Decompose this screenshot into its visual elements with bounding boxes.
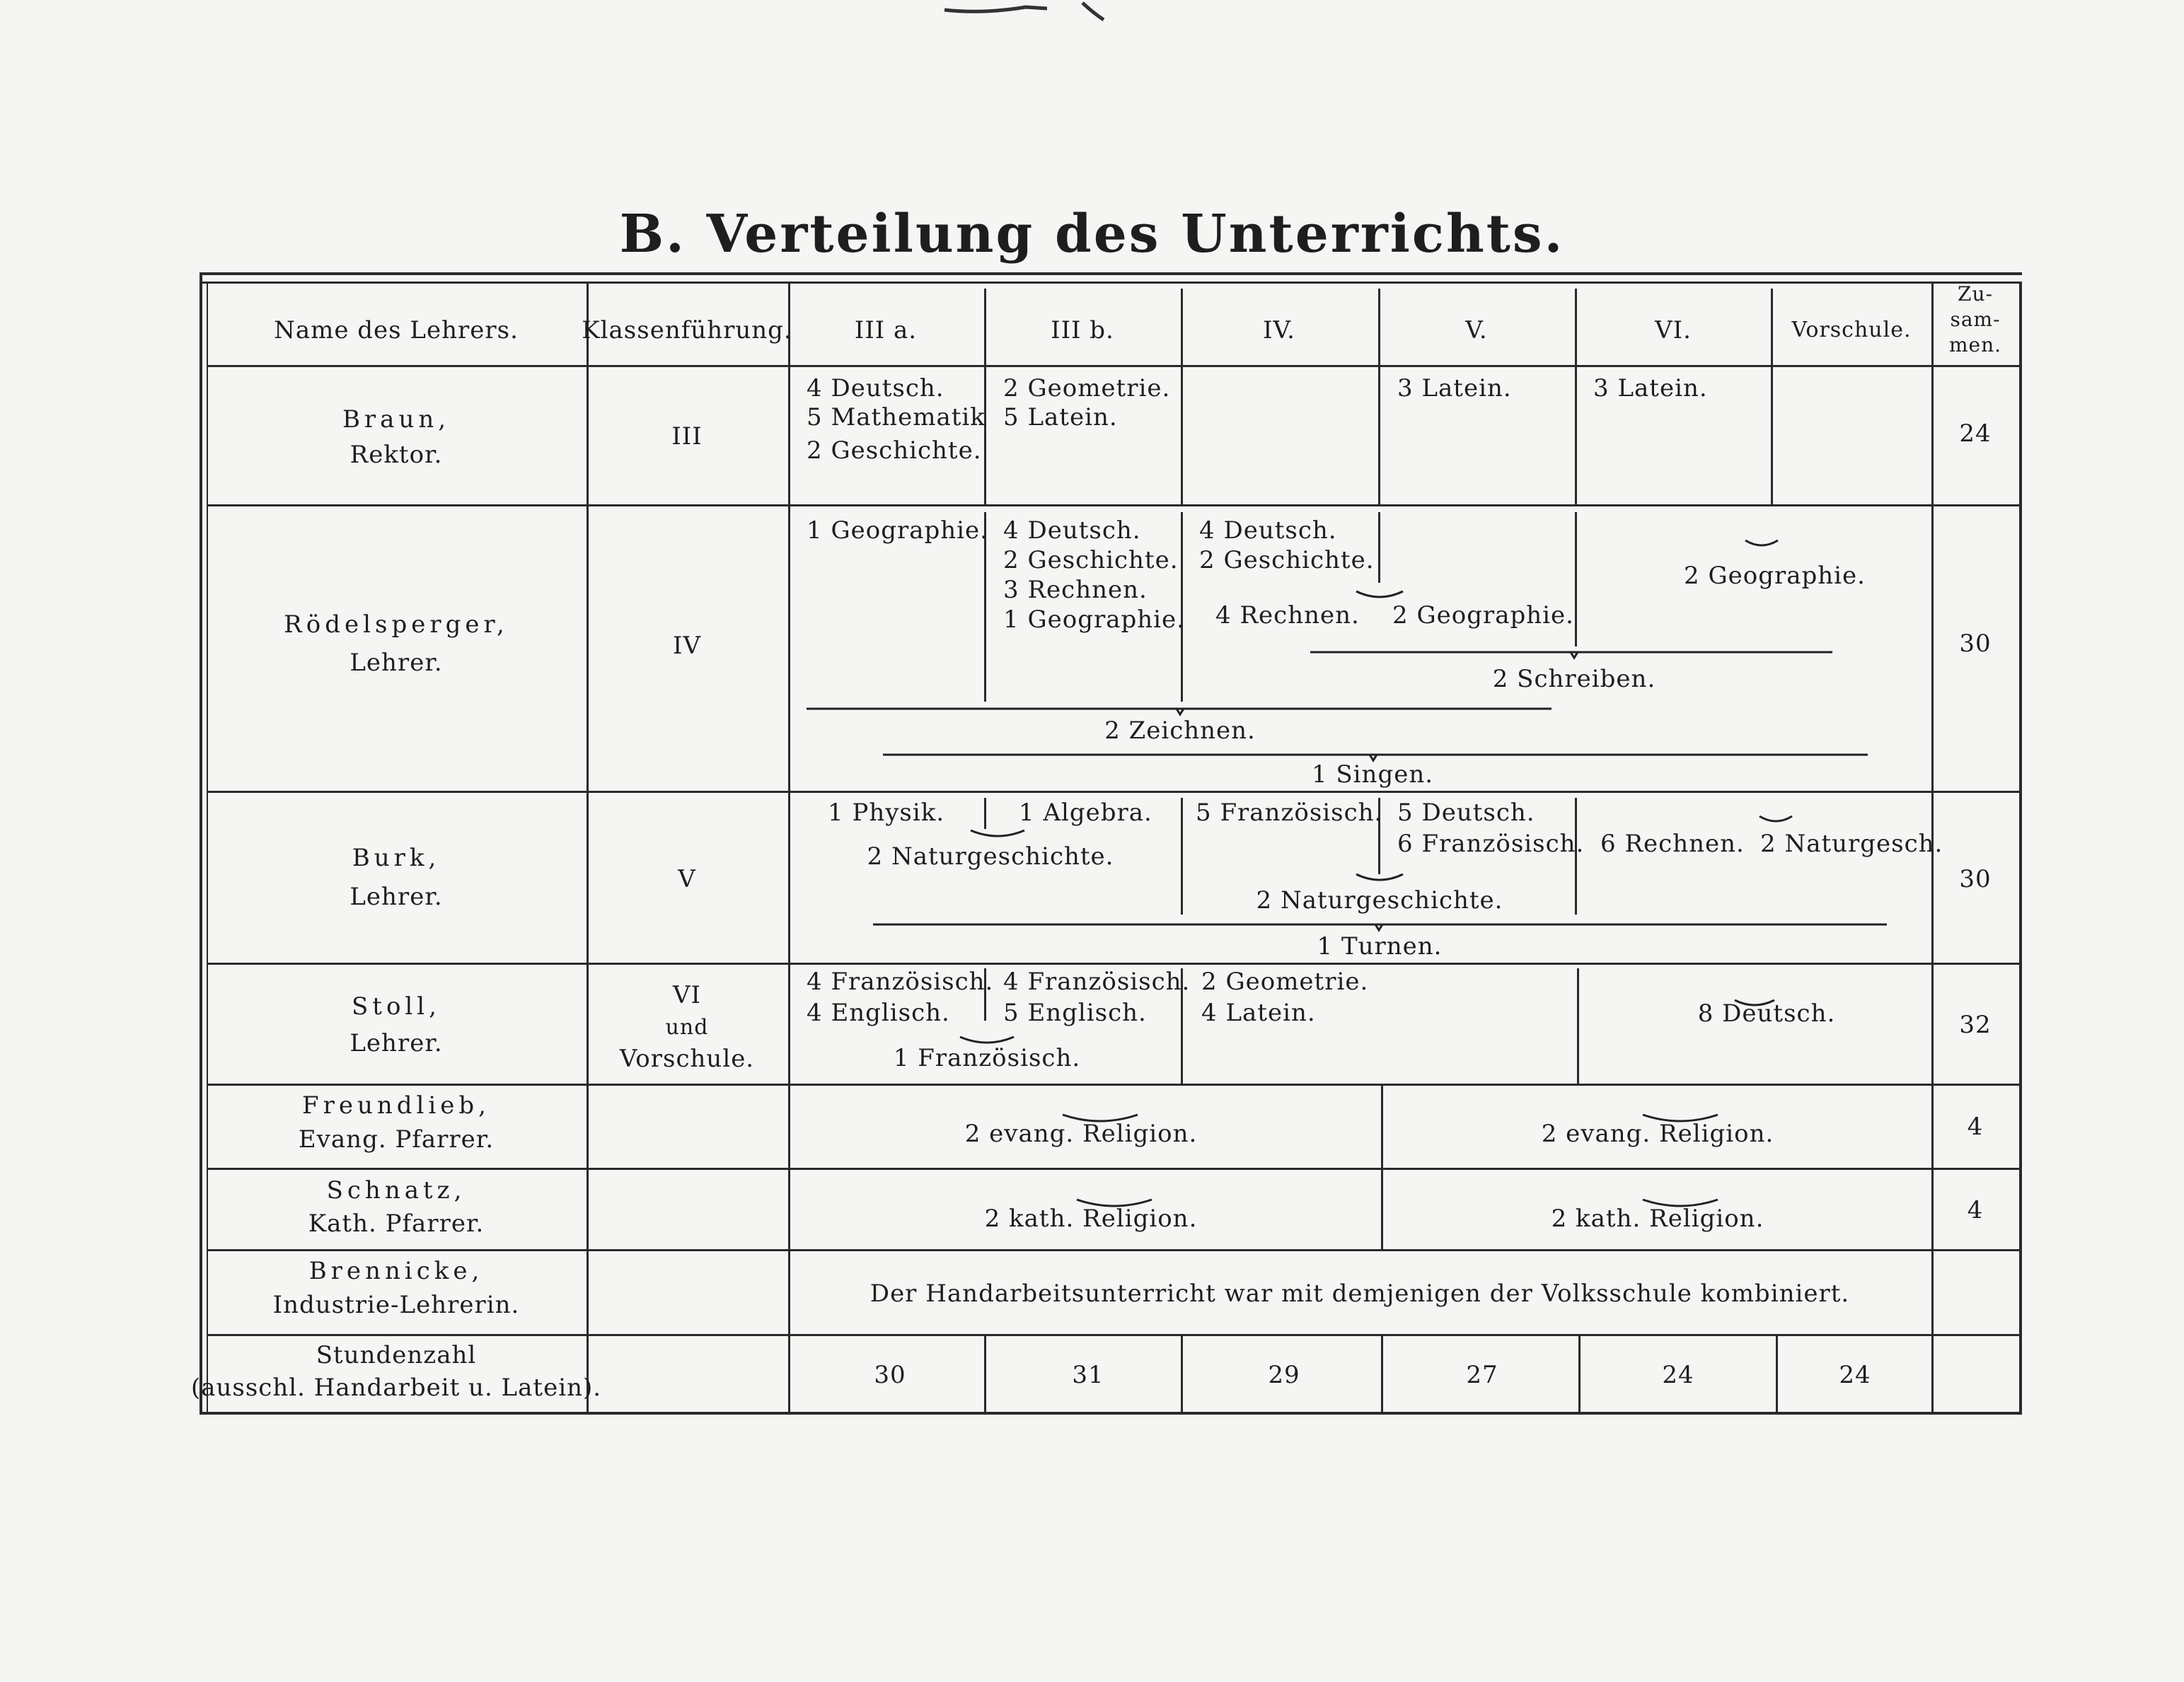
teacher-name-stoll: Stoll,: [352, 992, 441, 1021]
header-col-vorschule: Vorschule.: [1791, 318, 1912, 342]
sum-schnatz: 4: [1967, 1196, 1984, 1224]
braun-iiia-3: 2 Geschichte.: [807, 436, 982, 465]
burk-vi: 6 Rechnen.: [1600, 830, 1745, 858]
stoll-deutsch: 8 Deutsch.: [1697, 999, 1836, 1028]
roedel-iv-2: 2 Geschichte.: [1199, 546, 1375, 574]
burk-physik: 1 Physik.: [828, 799, 945, 827]
sum-roedelsperger: 30: [1959, 630, 1992, 658]
braun-iiia-1: 4 Deutsch.: [807, 374, 944, 402]
burk-v-1: 5 Deutsch.: [1397, 799, 1535, 827]
header-col-vi: VI.: [1655, 316, 1692, 344]
header-name: Name des Lehrers.: [274, 316, 519, 344]
freund-religion-right: 2 evang. Religion.: [1541, 1120, 1774, 1148]
braun-iiia-2: 5 Mathematik: [807, 403, 986, 431]
teacher-name-burk: Burk,: [352, 844, 441, 872]
stoll-iiia-2: 4 Englisch.: [807, 999, 950, 1027]
stundenzahl-vorschule: 24: [1839, 1361, 1871, 1389]
stoll-iiib-1: 4 Französisch.: [1003, 968, 1191, 996]
header-sum-3: men.: [1948, 333, 2002, 356]
teacher-role-braun: Rektor.: [349, 441, 443, 469]
klasse-burk: V: [678, 865, 696, 893]
braun-v: 3 Latein.: [1397, 374, 1512, 402]
roedel-rechnen: 4 Rechnen.: [1215, 601, 1360, 630]
burk-v-2: 6 Französisch.: [1397, 830, 1585, 858]
header-col-v: V.: [1465, 316, 1488, 344]
braun-vi: 3 Latein.: [1593, 374, 1708, 402]
roedel-iiia: 1 Geographie.: [807, 516, 988, 545]
burk-naturgesch-ivv: 2 Naturgeschichte.: [1256, 886, 1503, 915]
klasse-stoll-1: VI: [673, 981, 701, 1009]
freund-religion-left: 2 evang. Religion.: [964, 1120, 1198, 1148]
klasse-stoll-2: und: [665, 1015, 709, 1040]
table-border-top: [200, 272, 2022, 275]
sum-freundlieb: 4: [1967, 1113, 1984, 1141]
stoll-iv-2: 4 Latein.: [1201, 999, 1316, 1027]
stundenzahl-v: 27: [1466, 1361, 1498, 1389]
teacher-role-stoll: Lehrer.: [349, 1029, 443, 1057]
stundenzahl-iiia: 30: [874, 1361, 906, 1389]
teacher-name-roedelsperger: Rödelsperger,: [284, 610, 509, 639]
burk-iv: 5 Französisch.: [1196, 799, 1383, 827]
header-col-iv: IV.: [1263, 316, 1295, 344]
stundenzahl-sub: (ausschl. Handarbeit u. Latein).: [190, 1374, 602, 1402]
stoll-franz-iii: 1 Französisch.: [893, 1044, 1081, 1072]
roedel-geo-ivv: 2 Geographie.: [1392, 601, 1574, 630]
page-title: B. Verteilung des Unterrichts.: [619, 204, 1565, 265]
burk-vs: 2 Naturgesch.: [1760, 830, 1943, 858]
braun-iiib-2: 5 Latein.: [1003, 403, 1118, 431]
klasse-roedelsperger: IV: [673, 632, 701, 660]
sum-stoll: 32: [1959, 1011, 1992, 1039]
header-sum-1: Zu-: [1958, 282, 1993, 306]
roedel-geo-vivs: 2 Geographie.: [1684, 562, 1866, 590]
roedel-schreiben: 2 Schreiben.: [1492, 665, 1656, 693]
brace-geo-vivs: [1744, 538, 1779, 553]
header-klassen: Klassenführung.: [582, 316, 792, 344]
roedel-iiib-2: 2 Geschichte.: [1003, 546, 1179, 574]
teacher-name-freundlieb: Freundlieb,: [302, 1091, 490, 1120]
schnatz-religion-left: 2 kath. Religion.: [984, 1205, 1198, 1233]
burk-naturgesch-iii: 2 Naturgeschichte.: [867, 842, 1114, 871]
roedel-iiib-1: 4 Deutsch.: [1003, 516, 1141, 545]
teacher-role-schnatz: Kath. Pfarrer.: [308, 1210, 485, 1238]
brace-schreiben: [1309, 644, 1839, 665]
stoll-iiib-2: 5 Englisch.: [1003, 999, 1147, 1027]
sum-braun: 24: [1959, 419, 1992, 448]
table-border-left-inner: [207, 282, 208, 1413]
klasse-stoll-3: Vorschule.: [619, 1045, 755, 1073]
roedel-singen: 1 Singen.: [1311, 760, 1434, 789]
pencil-mark: [941, 0, 1153, 28]
teacher-role-brennicke: Industrie-Lehrerin.: [272, 1291, 520, 1319]
table-border-bottom: [200, 1412, 2022, 1415]
stoll-iv-1: 2 Geometrie.: [1201, 968, 1369, 996]
roedel-zeichnen: 2 Zeichnen.: [1104, 717, 1256, 745]
teacher-role-burk: Lehrer.: [349, 883, 443, 911]
brace-naturgesch-vs: [1758, 813, 1793, 829]
table-border-left: [200, 272, 202, 1415]
roedel-iiib-3: 3 Rechnen.: [1003, 576, 1148, 604]
schnatz-religion-right: 2 kath. Religion.: [1551, 1205, 1764, 1233]
braun-iiib-1: 2 Geometrie.: [1003, 374, 1171, 402]
roedel-iv-1: 4 Deutsch.: [1199, 516, 1337, 545]
table-border-right: [2019, 282, 2022, 1415]
teacher-name-brennicke: Brennicke,: [308, 1257, 484, 1285]
teacher-role-roedelsperger: Lehrer.: [349, 649, 443, 677]
burk-algebra: 1 Algebra.: [1019, 799, 1152, 827]
table-border-top-inner: [200, 282, 2022, 284]
header-col-iiib: III b.: [1051, 316, 1114, 344]
roedel-iiib-4: 1 Geographie.: [1003, 605, 1185, 634]
header-sum-2: sam-: [1950, 308, 2001, 331]
klasse-braun: III: [671, 422, 703, 451]
stundenzahl-iv: 29: [1268, 1361, 1300, 1389]
burk-turnen: 1 Turnen.: [1317, 932, 1443, 961]
brennicke-note: Der Handarbeitsunterricht war mit demjenigen der Volksschule kombiniert.: [869, 1280, 1850, 1308]
stundenzahl-vi: 24: [1662, 1361, 1694, 1389]
teacher-role-freundlieb: Evang. Pfarrer.: [298, 1125, 495, 1154]
teacher-name-braun: Braun,: [342, 405, 451, 434]
sum-burk: 30: [1959, 865, 1992, 893]
stundenzahl-label: Stundenzahl: [316, 1341, 477, 1369]
header-col-iiia: III a.: [854, 316, 918, 344]
stundenzahl-iiib: 31: [1072, 1361, 1104, 1389]
teacher-name-schnatz: Schnatz,: [326, 1176, 466, 1205]
stoll-iiia-1: 4 Französisch.: [807, 968, 994, 996]
